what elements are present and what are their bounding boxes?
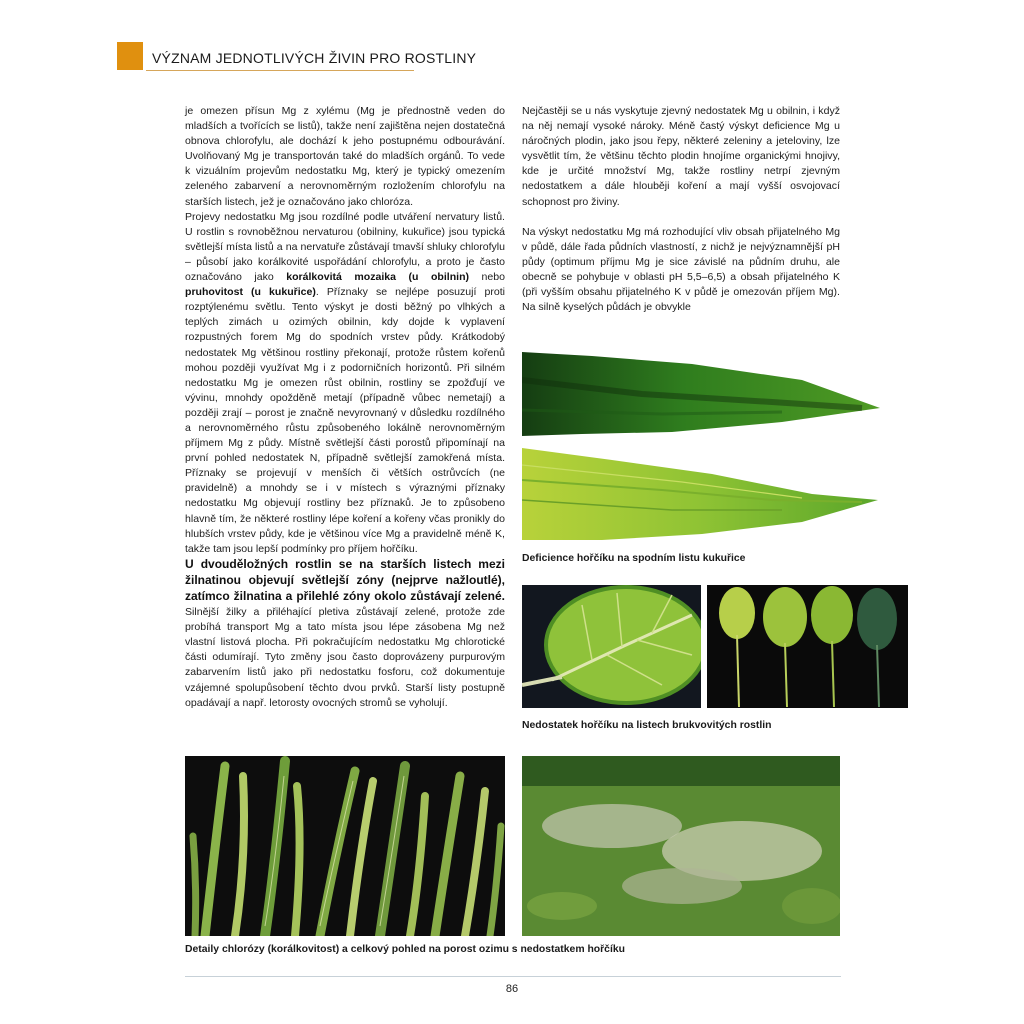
paragraph: U dvouděložných rostlin se na starších listech mezi žilnatinou objevují světlejší zóny (nejprve nažloutlé), zatímco žilnatina a přilehlé zóny okolo zůstávají zelené. Silnější žilky a přiléhající pletiva zůstávají zelené, protože zde probíhá transport Mg a tato místa jsou lépe zásobena Mg než vlastní listová plocha. Při pokračujícím nedostatku Mg chlorotické části odumírají. Tyto změny jsou často doprovázeny purpurovým zabarvením listů jako při nedostatku fosforu, což dokumentuje vzájemné spolupůsobení těchto dvou prvků. Starší listy postupně opadávají a např. letorosty ovocných stromů se vyholují. (185, 556, 505, 709)
chapter-title: VÝZNAM JEDNOTLIVÝCH ŽIVIN PRO ROSTLINY (152, 50, 477, 66)
header-divider (146, 70, 414, 71)
photo-brassica-leaf (522, 585, 701, 708)
paragraph: Na výskyt nedostatku Mg má rozhodující vliv obsah přijatelného Mg v půdě, dále řada půdních vlastností, z nichž je nejvýznamnější pH půdy (optimum příjmu Mg je sice závislé na půdním druhu, ale obecně se pohybuje v oblasti pH 5,5–6,5) a obsah přijatelného K (při vyšším obsahu přijatelného K v půdě je omezován příjem Mg). Na silně kyselých půdách je obvykle (522, 225, 840, 314)
photo-cereal-chlorosis (185, 756, 505, 936)
page-number: 86 (505, 983, 519, 995)
left-text-column (185, 104, 505, 711)
right-text-column (522, 104, 840, 315)
photo-field-stand (522, 756, 840, 936)
photo-corn-leaves (522, 350, 882, 540)
paragraph: Projevy nedostatku Mg jsou rozdílné podle utváření nervatury listů. U rostlin s rovnoběžnou nervaturou (obilniny, kukuřice) jsou typická světlejší místa listů a na nervatuře zůstávají tmavší shluky chlorofylu – působí jako korálkovité uspořádání chlorofylu, a proto je často označováno jako korálkovitá mozaika (u obilnin) nebo pruhovitost (u kukuřice). Příznaky se nejlépe posuzují proti rozptýlenému světlu. Tento výskyt je dosti běžný po vlhkých a teplých zimách u ozimých obilnin, kdy dojde k vyplavení rozpustných forem Mg do spodních vrstev půdy. Krátkodobý nedostatek Mg většinou rostliny překonají, protože růstem kořenů mohou později využívat Mg i z podorničních horizontů. Při silném nedostatku Mg je omezen růst obilnin, rostliny se zpožďují ve vývinu, mnohdy opožděně metají (případně vůbec nemetají) a později zrají – porost je značně nevyrovnaný v důsledku rozdílného a nerovnoměrného růstu způsobeného lokálně nerovnoměrným příjmem Mg z půdy. Místně světlejší části porostů připomínají na první pohled nedostatek N, případně světlejší zamokřená místa. Příznaky se projevují v menších či větších ostrůvcích (ne pravidelně) a mnohdy se i v místech s výraznými příznaky nedostatku Mg objevují rostliny bez příznaků. Je to způsobeno hlavně tím, že některé rostliny lépe koření a kořeny včas pronikly do hlubších vrstev půdy, kde je většinou více Mg a pravidelně méně K, takže tam jsou lepší podmínky pro příjem hořčíku. (185, 210, 505, 555)
section-marker (117, 42, 143, 70)
caption-cereal: Detaily chlorózy (korálkovitost) a celkový pohled na porost ozimu s nedostatkem hořčíku (185, 944, 625, 955)
caption-brassica: Nedostatek hořčíku na listech brukvovitých rostlin (522, 720, 772, 731)
bold-lead: U dvouděložných rostlin se na starších listech mezi žilnatinou objevují světlejší zóny (nejprve nažloutlé), zatímco žilnatina a přilehlé zóny okolo zůstávají zelené. (185, 556, 505, 603)
bold-term: pruhovitost (u kukuřice) (185, 286, 316, 299)
photo-brassica-leaves-row (707, 585, 908, 708)
caption-corn: Deficience hořčíku na spodním listu kukuřice (522, 553, 746, 564)
paragraph: je omezen přísun Mg z xylému (Mg je přednostně veden do mladších a tvořících se listů), takže není zajištěna nejen dostatečná obnova chlorofylu, ale dochází k jeho postupnému odbourávání. Uvolňovaný Mg je transportován také do mladších orgánů. To vede k vizuálním projevům nedostatku Mg, který je typický omezením zeleného zabarvení a nerovnoměrným rozložením chlorofylu na starších listech, jež je označováno jako chloróza. (185, 105, 505, 208)
paragraph: Nejčastěji se u nás vyskytuje zjevný nedostatek Mg u obilnin, i když na něj nemají vysoké nároky. Méně častý výskyt deficience Mg u náročných plodin, jako jsou řepy, některé zeleniny a jeteloviny, lze vysvětlit tím, že většinu těchto plodin hnojíme organickými hnojivy, kde je určité množství Mg, takže rostliny netrpí zjevným nedostatkem a dále hlouběji koření a mají vyšší osvojovací schopnost pro živiny. (522, 105, 840, 208)
bold-term: korálkovitá mozaika (u obilnin) (286, 271, 470, 284)
footer-divider (185, 976, 841, 977)
